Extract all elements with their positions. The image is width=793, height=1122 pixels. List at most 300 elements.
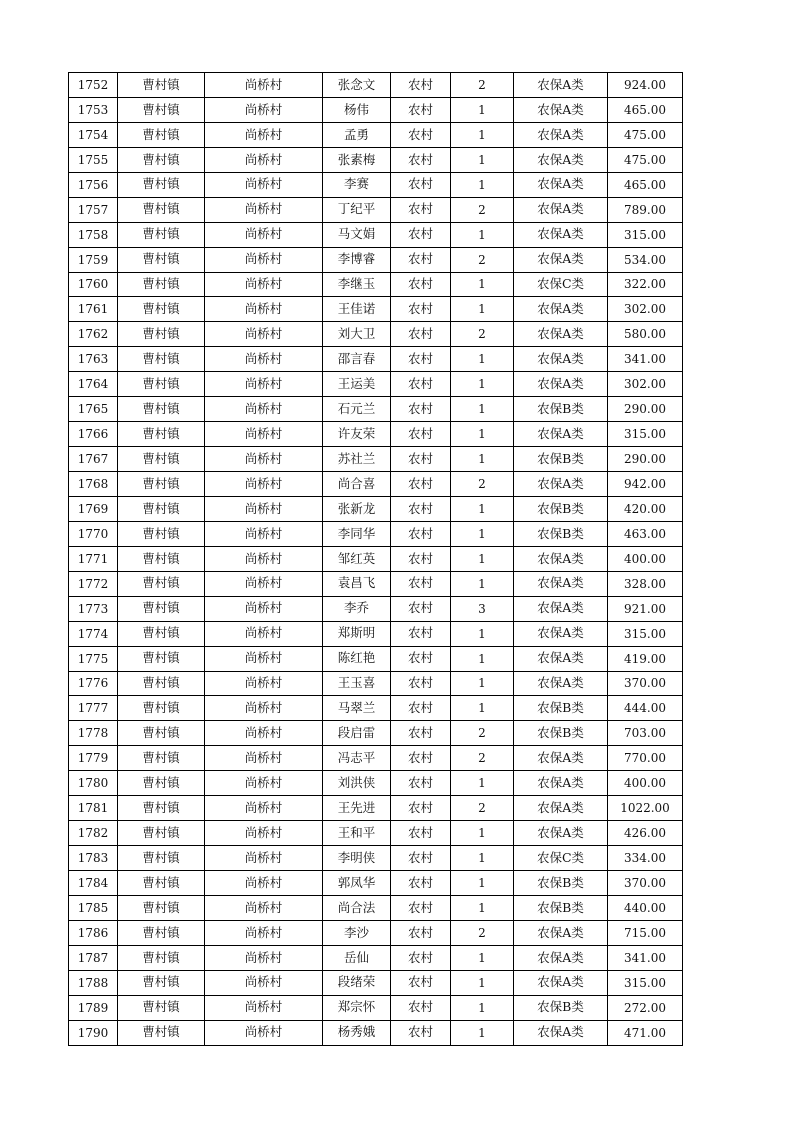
table-row (69, 422, 683, 447)
table-row (69, 222, 683, 247)
table-row (69, 621, 683, 646)
name-cell: 冯志平 (323, 746, 391, 771)
category-cell: 农保A类 (514, 472, 608, 497)
town-cell: 曹村镇 (118, 621, 205, 646)
town-cell: 曹村镇 (118, 197, 205, 222)
name-cell: 尚合法 (323, 895, 391, 920)
type-cell: 农村 (391, 122, 451, 147)
village-cell: 尚桥村 (205, 621, 323, 646)
village-cell: 尚桥村 (205, 895, 323, 920)
type-cell: 农村 (391, 322, 451, 347)
town-cell: 曹村镇 (118, 596, 205, 621)
serial-cell: 1763 (69, 347, 118, 372)
category-cell: 农保A类 (514, 297, 608, 322)
village-cell: 尚桥村 (205, 397, 323, 422)
table-row (69, 496, 683, 521)
village-cell: 尚桥村 (205, 247, 323, 272)
category-cell: 农保B类 (514, 521, 608, 546)
count-cell: 1 (451, 272, 514, 297)
serial-cell: 1753 (69, 97, 118, 122)
category-cell: 农保A类 (514, 1020, 608, 1045)
table-row (69, 247, 683, 272)
category-cell: 农保B类 (514, 696, 608, 721)
serial-cell: 1769 (69, 496, 118, 521)
amount-cell: 465.00 (608, 97, 683, 122)
village-cell: 尚桥村 (205, 995, 323, 1020)
count-cell: 1 (451, 172, 514, 197)
amount-cell: 789.00 (608, 197, 683, 222)
count-cell: 1 (451, 347, 514, 372)
town-cell: 曹村镇 (118, 546, 205, 571)
village-cell: 尚桥村 (205, 521, 323, 546)
count-cell: 1 (451, 945, 514, 970)
village-cell: 尚桥村 (205, 796, 323, 821)
serial-cell: 1786 (69, 920, 118, 945)
category-cell: 农保A类 (514, 372, 608, 397)
town-cell: 曹村镇 (118, 272, 205, 297)
town-cell: 曹村镇 (118, 422, 205, 447)
amount-cell: 302.00 (608, 297, 683, 322)
amount-cell: 924.00 (608, 73, 683, 98)
category-cell: 农保A类 (514, 322, 608, 347)
count-cell: 2 (451, 796, 514, 821)
type-cell: 农村 (391, 472, 451, 497)
table-row (69, 771, 683, 796)
category-cell: 农保A类 (514, 671, 608, 696)
name-cell: 杨伟 (323, 97, 391, 122)
name-cell: 李同华 (323, 521, 391, 546)
town-cell: 曹村镇 (118, 172, 205, 197)
village-cell: 尚桥村 (205, 945, 323, 970)
table-row (69, 895, 683, 920)
town-cell: 曹村镇 (118, 322, 205, 347)
category-cell: 农保A类 (514, 945, 608, 970)
category-cell: 农保A类 (514, 821, 608, 846)
category-cell: 农保A类 (514, 73, 608, 98)
category-cell: 农保B类 (514, 721, 608, 746)
type-cell: 农村 (391, 970, 451, 995)
amount-cell: 370.00 (608, 871, 683, 896)
type-cell: 农村 (391, 496, 451, 521)
count-cell: 1 (451, 147, 514, 172)
village-cell: 尚桥村 (205, 297, 323, 322)
count-cell: 2 (451, 73, 514, 98)
village-cell: 尚桥村 (205, 222, 323, 247)
category-cell: 农保A类 (514, 222, 608, 247)
amount-cell: 1022.00 (608, 796, 683, 821)
table-body (69, 73, 683, 1046)
count-cell: 1 (451, 671, 514, 696)
town-cell: 曹村镇 (118, 521, 205, 546)
count-cell: 1 (451, 122, 514, 147)
count-cell: 1 (451, 222, 514, 247)
amount-cell: 419.00 (608, 646, 683, 671)
category-cell: 农保A类 (514, 621, 608, 646)
count-cell: 2 (451, 197, 514, 222)
table-row (69, 521, 683, 546)
table-row (69, 197, 683, 222)
name-cell: 丁纪平 (323, 197, 391, 222)
category-cell: 农保A类 (514, 746, 608, 771)
type-cell: 农村 (391, 995, 451, 1020)
serial-cell: 1755 (69, 147, 118, 172)
type-cell: 农村 (391, 1020, 451, 1045)
category-cell: 农保A类 (514, 197, 608, 222)
count-cell: 1 (451, 447, 514, 472)
name-cell: 王运美 (323, 372, 391, 397)
village-cell: 尚桥村 (205, 696, 323, 721)
count-cell: 1 (451, 646, 514, 671)
name-cell: 张念文 (323, 73, 391, 98)
category-cell: 农保A类 (514, 347, 608, 372)
table-row (69, 871, 683, 896)
village-cell: 尚桥村 (205, 322, 323, 347)
category-cell: 农保C类 (514, 272, 608, 297)
name-cell: 段启雷 (323, 721, 391, 746)
type-cell: 农村 (391, 147, 451, 172)
amount-cell: 465.00 (608, 172, 683, 197)
village-cell: 尚桥村 (205, 447, 323, 472)
category-cell: 农保A类 (514, 796, 608, 821)
village-cell: 尚桥村 (205, 472, 323, 497)
village-cell: 尚桥村 (205, 721, 323, 746)
category-cell: 农保A类 (514, 546, 608, 571)
serial-cell: 1780 (69, 771, 118, 796)
village-cell: 尚桥村 (205, 1020, 323, 1045)
count-cell: 1 (451, 771, 514, 796)
table-row (69, 546, 683, 571)
table-row (69, 372, 683, 397)
amount-cell: 580.00 (608, 322, 683, 347)
name-cell: 李明侠 (323, 846, 391, 871)
count-cell: 2 (451, 746, 514, 771)
amount-cell: 942.00 (608, 472, 683, 497)
town-cell: 曹村镇 (118, 821, 205, 846)
serial-cell: 1789 (69, 995, 118, 1020)
name-cell: 陈红艳 (323, 646, 391, 671)
table-row (69, 472, 683, 497)
subsidy-table (68, 72, 683, 1046)
name-cell: 杨秀娥 (323, 1020, 391, 1045)
name-cell: 王先进 (323, 796, 391, 821)
name-cell: 郑斯明 (323, 621, 391, 646)
village-cell: 尚桥村 (205, 347, 323, 372)
name-cell: 段绪荣 (323, 970, 391, 995)
table-row (69, 147, 683, 172)
town-cell: 曹村镇 (118, 671, 205, 696)
table-row (69, 272, 683, 297)
amount-cell: 400.00 (608, 546, 683, 571)
village-cell: 尚桥村 (205, 546, 323, 571)
serial-cell: 1760 (69, 272, 118, 297)
village-cell: 尚桥村 (205, 73, 323, 98)
amount-cell: 400.00 (608, 771, 683, 796)
type-cell: 农村 (391, 222, 451, 247)
village-cell: 尚桥村 (205, 596, 323, 621)
town-cell: 曹村镇 (118, 147, 205, 172)
type-cell: 农村 (391, 596, 451, 621)
type-cell: 农村 (391, 895, 451, 920)
town-cell: 曹村镇 (118, 995, 205, 1020)
type-cell: 农村 (391, 871, 451, 896)
count-cell: 1 (451, 97, 514, 122)
category-cell: 农保A类 (514, 596, 608, 621)
amount-cell: 420.00 (608, 496, 683, 521)
amount-cell: 444.00 (608, 696, 683, 721)
count-cell: 1 (451, 397, 514, 422)
category-cell: 农保B类 (514, 995, 608, 1020)
name-cell: 邹红英 (323, 546, 391, 571)
type-cell: 农村 (391, 422, 451, 447)
type-cell: 农村 (391, 671, 451, 696)
count-cell: 1 (451, 521, 514, 546)
serial-cell: 1778 (69, 721, 118, 746)
table-row (69, 920, 683, 945)
category-cell: 农保A类 (514, 771, 608, 796)
amount-cell: 341.00 (608, 347, 683, 372)
type-cell: 农村 (391, 521, 451, 546)
village-cell: 尚桥村 (205, 571, 323, 596)
amount-cell: 440.00 (608, 895, 683, 920)
amount-cell: 341.00 (608, 945, 683, 970)
serial-cell: 1771 (69, 546, 118, 571)
name-cell: 尚合喜 (323, 472, 391, 497)
amount-cell: 921.00 (608, 596, 683, 621)
count-cell: 1 (451, 696, 514, 721)
table-row (69, 995, 683, 1020)
name-cell: 马文娟 (323, 222, 391, 247)
table-row (69, 397, 683, 422)
type-cell: 农村 (391, 247, 451, 272)
type-cell: 农村 (391, 621, 451, 646)
village-cell: 尚桥村 (205, 147, 323, 172)
serial-cell: 1785 (69, 895, 118, 920)
count-cell: 1 (451, 571, 514, 596)
table-row (69, 122, 683, 147)
type-cell: 农村 (391, 397, 451, 422)
name-cell: 袁昌飞 (323, 571, 391, 596)
serial-cell: 1764 (69, 372, 118, 397)
serial-cell: 1767 (69, 447, 118, 472)
type-cell: 农村 (391, 846, 451, 871)
amount-cell: 426.00 (608, 821, 683, 846)
table-row (69, 846, 683, 871)
category-cell: 农保B类 (514, 496, 608, 521)
serial-cell: 1787 (69, 945, 118, 970)
table-row (69, 172, 683, 197)
table-row (69, 796, 683, 821)
serial-cell: 1773 (69, 596, 118, 621)
serial-cell: 1761 (69, 297, 118, 322)
serial-cell: 1777 (69, 696, 118, 721)
village-cell: 尚桥村 (205, 372, 323, 397)
village-cell: 尚桥村 (205, 771, 323, 796)
count-cell: 2 (451, 472, 514, 497)
category-cell: 农保C类 (514, 846, 608, 871)
name-cell: 许友荣 (323, 422, 391, 447)
category-cell: 农保A类 (514, 646, 608, 671)
amount-cell: 290.00 (608, 447, 683, 472)
type-cell: 农村 (391, 721, 451, 746)
town-cell: 曹村镇 (118, 447, 205, 472)
serial-cell: 1781 (69, 796, 118, 821)
count-cell: 1 (451, 297, 514, 322)
type-cell: 农村 (391, 920, 451, 945)
amount-cell: 370.00 (608, 671, 683, 696)
town-cell: 曹村镇 (118, 1020, 205, 1045)
name-cell: 郭凤华 (323, 871, 391, 896)
serial-cell: 1774 (69, 621, 118, 646)
village-cell: 尚桥村 (205, 821, 323, 846)
category-cell: 农保B类 (514, 397, 608, 422)
town-cell: 曹村镇 (118, 73, 205, 98)
serial-cell: 1772 (69, 571, 118, 596)
amount-cell: 475.00 (608, 122, 683, 147)
category-cell: 农保A类 (514, 422, 608, 447)
type-cell: 农村 (391, 746, 451, 771)
type-cell: 农村 (391, 172, 451, 197)
town-cell: 曹村镇 (118, 472, 205, 497)
type-cell: 农村 (391, 571, 451, 596)
amount-cell: 290.00 (608, 397, 683, 422)
town-cell: 曹村镇 (118, 696, 205, 721)
town-cell: 曹村镇 (118, 871, 205, 896)
village-cell: 尚桥村 (205, 920, 323, 945)
town-cell: 曹村镇 (118, 372, 205, 397)
category-cell: 农保A类 (514, 172, 608, 197)
town-cell: 曹村镇 (118, 247, 205, 272)
name-cell: 王玉喜 (323, 671, 391, 696)
table-row (69, 970, 683, 995)
name-cell: 苏社兰 (323, 447, 391, 472)
type-cell: 农村 (391, 447, 451, 472)
serial-cell: 1783 (69, 846, 118, 871)
table-row (69, 696, 683, 721)
name-cell: 李继玉 (323, 272, 391, 297)
amount-cell: 315.00 (608, 970, 683, 995)
town-cell: 曹村镇 (118, 297, 205, 322)
town-cell: 曹村镇 (118, 945, 205, 970)
count-cell: 1 (451, 970, 514, 995)
village-cell: 尚桥村 (205, 272, 323, 297)
table-row (69, 821, 683, 846)
amount-cell: 322.00 (608, 272, 683, 297)
serial-cell: 1788 (69, 970, 118, 995)
type-cell: 农村 (391, 546, 451, 571)
amount-cell: 471.00 (608, 1020, 683, 1045)
village-cell: 尚桥村 (205, 496, 323, 521)
table-row (69, 97, 683, 122)
type-cell: 农村 (391, 696, 451, 721)
town-cell: 曹村镇 (118, 746, 205, 771)
count-cell: 1 (451, 871, 514, 896)
serial-cell: 1784 (69, 871, 118, 896)
name-cell: 张新龙 (323, 496, 391, 521)
count-cell: 1 (451, 846, 514, 871)
serial-cell: 1779 (69, 746, 118, 771)
type-cell: 农村 (391, 97, 451, 122)
count-cell: 2 (451, 322, 514, 347)
amount-cell: 770.00 (608, 746, 683, 771)
name-cell: 邵言春 (323, 347, 391, 372)
village-cell: 尚桥村 (205, 671, 323, 696)
table-row (69, 73, 683, 98)
category-cell: 农保B类 (514, 447, 608, 472)
village-cell: 尚桥村 (205, 97, 323, 122)
type-cell: 农村 (391, 73, 451, 98)
town-cell: 曹村镇 (118, 970, 205, 995)
town-cell: 曹村镇 (118, 920, 205, 945)
amount-cell: 315.00 (608, 621, 683, 646)
serial-cell: 1776 (69, 671, 118, 696)
type-cell: 农村 (391, 297, 451, 322)
type-cell: 农村 (391, 821, 451, 846)
type-cell: 农村 (391, 771, 451, 796)
table-row (69, 1020, 683, 1045)
table-row (69, 596, 683, 621)
serial-cell: 1768 (69, 472, 118, 497)
serial-cell: 1757 (69, 197, 118, 222)
count-cell: 2 (451, 920, 514, 945)
amount-cell: 328.00 (608, 571, 683, 596)
name-cell: 李博睿 (323, 247, 391, 272)
serial-cell: 1756 (69, 172, 118, 197)
count-cell: 1 (451, 422, 514, 447)
village-cell: 尚桥村 (205, 970, 323, 995)
count-cell: 1 (451, 821, 514, 846)
amount-cell: 703.00 (608, 721, 683, 746)
count-cell: 1 (451, 621, 514, 646)
table-row (69, 347, 683, 372)
village-cell: 尚桥村 (205, 172, 323, 197)
name-cell: 李乔 (323, 596, 391, 621)
name-cell: 郑宗怀 (323, 995, 391, 1020)
name-cell: 王佳诺 (323, 297, 391, 322)
name-cell: 马翠兰 (323, 696, 391, 721)
amount-cell: 475.00 (608, 147, 683, 172)
name-cell: 岳仙 (323, 945, 391, 970)
count-cell: 1 (451, 372, 514, 397)
town-cell: 曹村镇 (118, 771, 205, 796)
category-cell: 农保B类 (514, 871, 608, 896)
table-row (69, 746, 683, 771)
village-cell: 尚桥村 (205, 746, 323, 771)
amount-cell: 534.00 (608, 247, 683, 272)
type-cell: 农村 (391, 197, 451, 222)
type-cell: 农村 (391, 347, 451, 372)
type-cell: 农村 (391, 796, 451, 821)
serial-cell: 1782 (69, 821, 118, 846)
category-cell: 农保A类 (514, 247, 608, 272)
village-cell: 尚桥村 (205, 646, 323, 671)
category-cell: 农保A类 (514, 571, 608, 596)
amount-cell: 334.00 (608, 846, 683, 871)
name-cell: 李沙 (323, 920, 391, 945)
town-cell: 曹村镇 (118, 895, 205, 920)
serial-cell: 1790 (69, 1020, 118, 1045)
table-row (69, 671, 683, 696)
town-cell: 曹村镇 (118, 496, 205, 521)
category-cell: 农保A类 (514, 970, 608, 995)
name-cell: 孟勇 (323, 122, 391, 147)
amount-cell: 315.00 (608, 222, 683, 247)
amount-cell: 463.00 (608, 521, 683, 546)
category-cell: 农保A类 (514, 147, 608, 172)
town-cell: 曹村镇 (118, 347, 205, 372)
name-cell: 王和平 (323, 821, 391, 846)
count-cell: 1 (451, 546, 514, 571)
type-cell: 农村 (391, 372, 451, 397)
